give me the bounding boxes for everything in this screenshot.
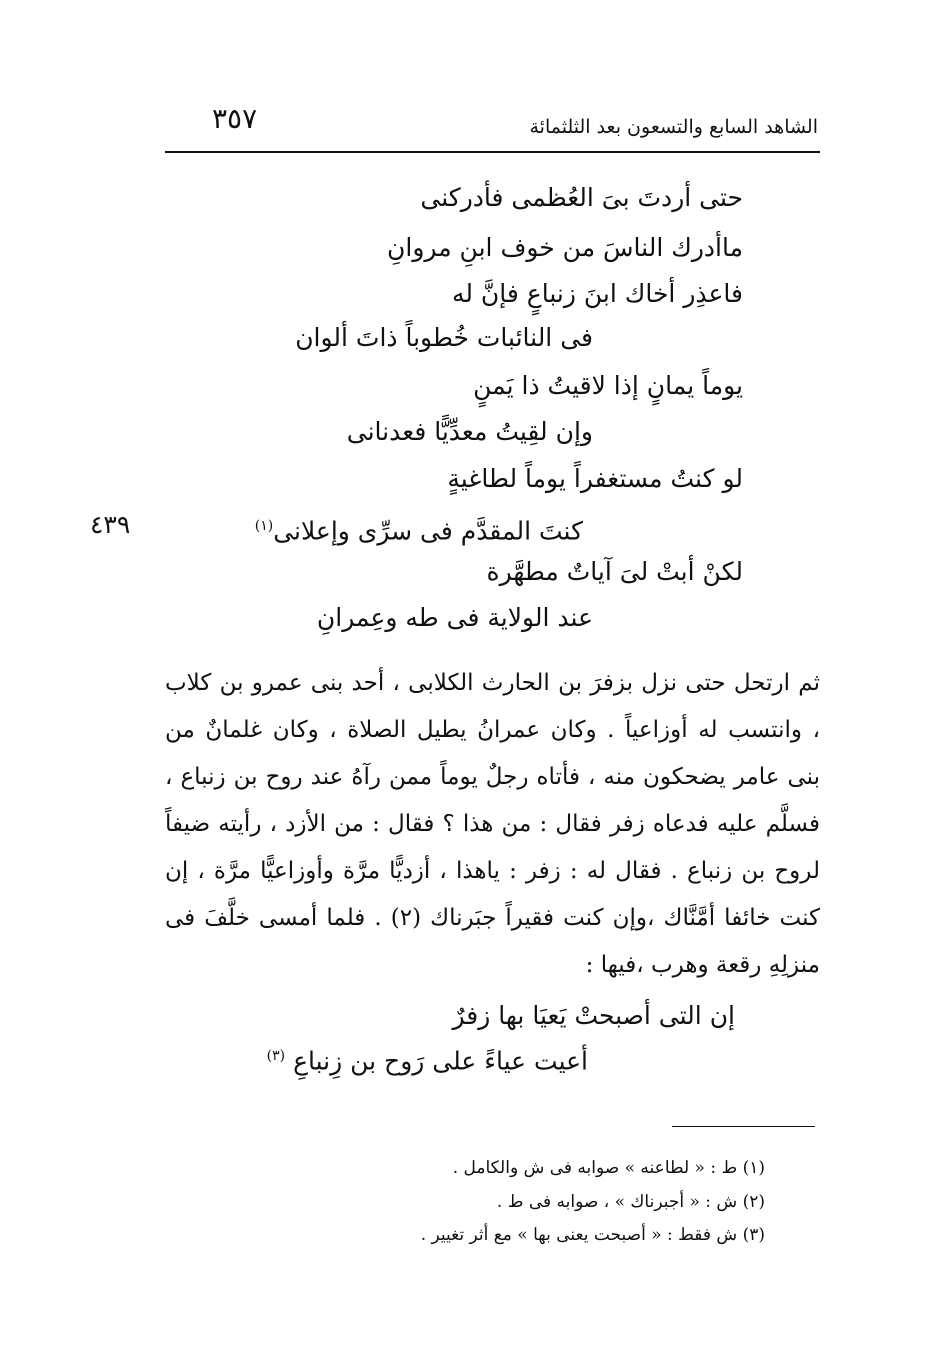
final-verse-second-text: أعيت عياءً على رَوح بن زِنباعِ — [293, 1046, 588, 1076]
footnote-marker-3: (٣) — [266, 1048, 286, 1064]
verse-1-first-hemistich: حتى أردتَ بىَ العُظمى فأدركنى — [420, 183, 743, 212]
verse-3-second-hemistich: وإن لقِيتُ معدِّيًّا فعدنانى — [346, 417, 593, 446]
footnote-1: (١) ط : « لطاعنه » صوابه فى ش والكامل . — [452, 1158, 765, 1178]
verse-5-second-hemistich: عند الولاية فى طه وعِمرانِ — [316, 603, 593, 632]
running-title: الشاهد السابع والتسعون بعد الثلثمائة — [529, 116, 818, 138]
footnote-2: (٢) ش : « أجبرناك » ، صوابه فى ط . — [496, 1192, 765, 1212]
final-verse-second-hemistich — [267, 1040, 588, 1077]
footnote-marker-1: (١) — [254, 518, 274, 534]
verse-5-first-hemistich: لكنْ أبتْ لىَ آياتٌ مطهَّرة — [486, 557, 743, 586]
verse-2-first-hemistich: فاعذِر أخاك ابنَ زنباعٍ فإنَّ له — [451, 279, 743, 308]
footnote-rule — [672, 1126, 815, 1127]
final-verse-first-hemistich: إن التى أصبحتْ يَعيَا بها زفرٌ — [452, 1001, 735, 1030]
footnote-3: (٣) ش فقط : « أصبحت يعنى بها » مع أثر تغيير . — [420, 1225, 765, 1245]
verse-4-second-hemistich — [255, 510, 583, 547]
page-number: ٣٥٧ — [212, 102, 258, 135]
verse-2-second-hemistich: فى النائبات خُطوباً ذاتَ ألوان — [295, 323, 593, 352]
verse-3-first-hemistich: يوماً يمانٍ إذا لاقيتُ ذا يَمنٍ — [473, 371, 743, 400]
verse-margin-number: ٤٣٩ — [90, 510, 131, 539]
verse-4-second-text: كنتَ المقدَّم فى سرِّى وإعلانى — [273, 516, 583, 546]
verse-1-second-hemistich: ماأدرك الناسَ من خوف ابنِ مروانِ — [387, 233, 743, 262]
verse-4-first-hemistich: لو كنتُ مستغفراً يوماً لطاغيةٍ — [447, 464, 743, 493]
header-rule — [165, 151, 820, 153]
prose-paragraph: ثم ارتحل حتى نزل بزفرَ بن الحارث الكلابى ، أحد بنى عمرو بن كلاب ، وانتسب له أوزاعياً . وكان عمرانُ يطيل الصلاة ، وكان غلمانٌ من بنى عامر يضحكون منه ، فأتاه رجلٌ يوماً ممن رآهُ عند روح بن زنباع ، فسلَّم عليه فدعاه زفر فقال : من هذا ؟ فقال : من الأزد ، رأيته ضيفاً لروح بن زنباع . فقال له : زفر : ياهذا ، أزديًّا مرَّة وأوزاعيًّا مرَّة ، إن كنت خائفا أمَّنَّاك ،وإن كنت فقيراً جبَرناك (٢) . فلما أمسى خلَّفَ فى منزلِهِ رقعة وهرب ،فيها : — [165, 670, 820, 978]
